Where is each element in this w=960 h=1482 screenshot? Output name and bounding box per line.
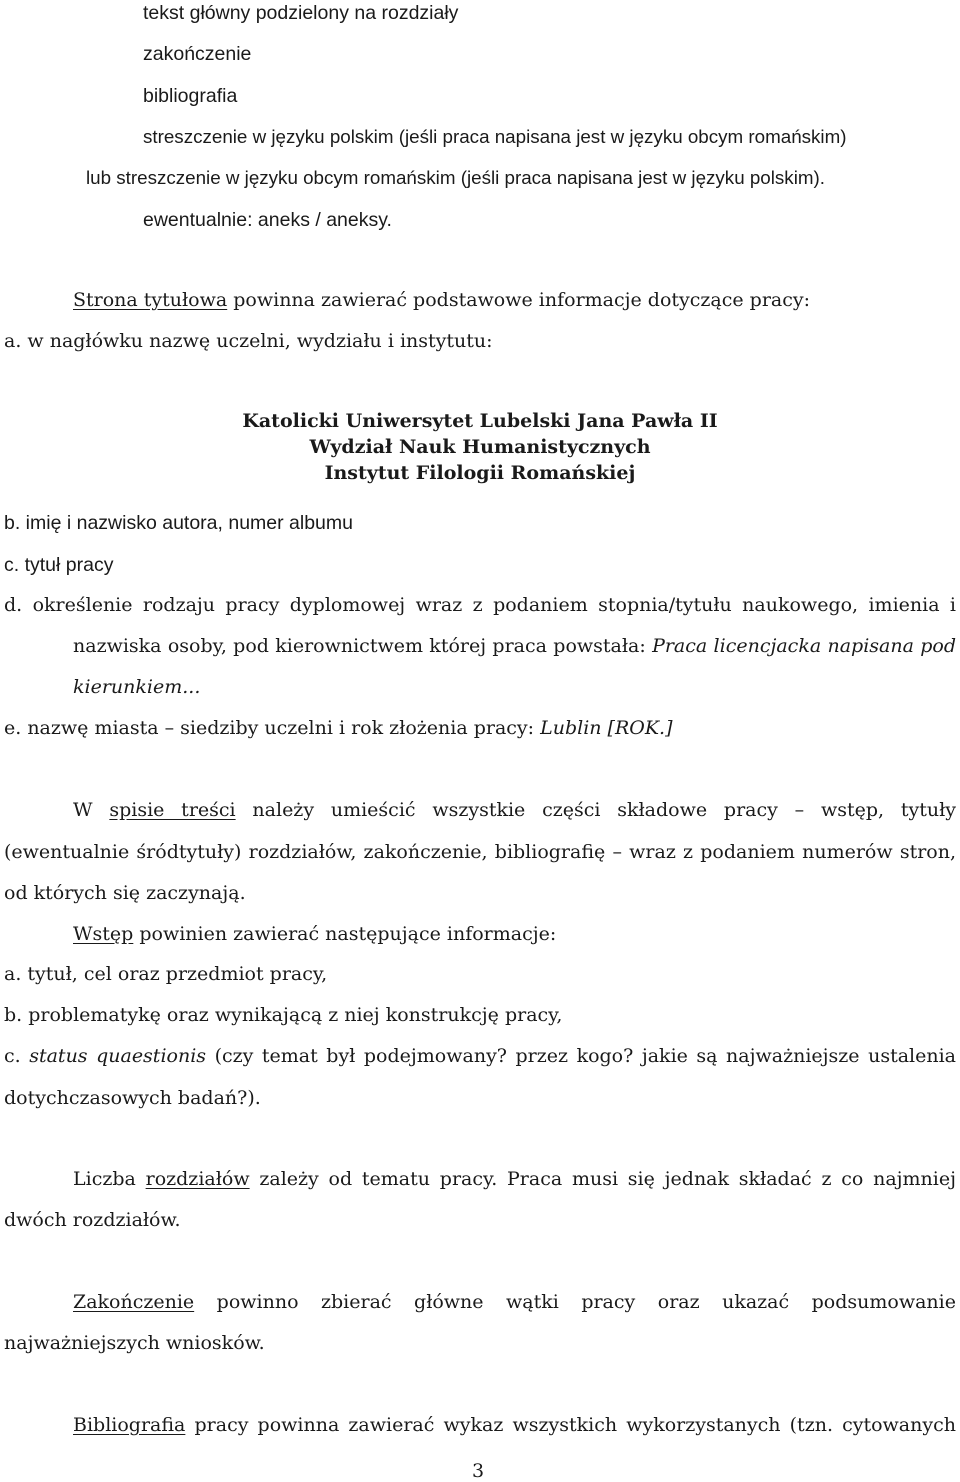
list-item: tekst główny podzielony na rozdziały bbox=[143, 2, 459, 24]
list-item-continued: dotychczasowych badań?). bbox=[4, 1087, 261, 1109]
list-item-continued: kierunkiem... bbox=[73, 676, 201, 698]
bibliography-paragraph-line: Bibliografia pracy powinna zawierać wykaz wszystkich wykorzystanych (tzn. cytowanych bbox=[73, 1414, 956, 1436]
list-item: bibliografia bbox=[143, 85, 238, 107]
list-item: b. imię i nazwisko autora, numer albumu bbox=[4, 512, 353, 534]
list-item: a. tytuł, cel oraz przedmiot pracy, bbox=[4, 963, 328, 985]
list-item: b. problematykę oraz wynikającą z niej konstrukcję pracy, bbox=[4, 1004, 563, 1026]
list-item: ewentualnie: aneks / aneksy. bbox=[143, 209, 392, 231]
list-item: c. tytuł pracy bbox=[4, 554, 114, 576]
list-item: e. nazwę miasta – siedziby uczelni i rok złożenia pracy: Lublin [ROK.] bbox=[4, 717, 673, 739]
list-item: zakończenie bbox=[143, 43, 252, 65]
section-term: Bibliografia bbox=[73, 1414, 186, 1436]
title-page-lead bbox=[73, 290, 810, 312]
chapters-paragraph-line: dwóch rozdziałów. bbox=[4, 1209, 181, 1231]
section-term: Strona tytułowa bbox=[73, 289, 228, 311]
conclusion-paragraph-line: Zakończenie powinno zbierać główne wątki pracy oraz ukazać podsumowanie bbox=[73, 1291, 956, 1313]
toc-paragraph-line: W spisie treści należy umieścić wszystkie części składowe pracy – wstęp, tytuły bbox=[73, 799, 956, 821]
header-institute: Instytut Filologii Romańskiej bbox=[324, 462, 636, 484]
section-term: rozdziałów bbox=[145, 1168, 250, 1190]
toc-paragraph-line: (ewentualnie śródtytuły) rozdziałów, zakończenie, bibliografię – wraz z podaniem numerów stron, bbox=[4, 841, 956, 863]
page-number: 3 bbox=[472, 1460, 485, 1482]
header-university: Katolicki Uniwersytet Lubelski Jana Pawła II bbox=[242, 410, 718, 432]
list-item: d. określenie rodzaju pracy dyplomowej wraz z podaniem stopnia/tytułu naukowego, imienia i bbox=[4, 594, 956, 616]
header-faculty: Wydział Nauk Humanistycznych bbox=[309, 436, 651, 458]
list-item-continued: nazwiska osoby, pod kierownictwem której praca powstała: Praca licencjacka napisana pod bbox=[73, 635, 956, 657]
section-term: spisie treści bbox=[109, 799, 236, 821]
list-item: a. w nagłówku nazwę uczelni, wydziału i instytutu: bbox=[4, 330, 493, 352]
conclusion-paragraph-line: najważniejszych wniosków. bbox=[4, 1332, 265, 1354]
section-term: Zakończenie bbox=[73, 1291, 195, 1313]
intro-lead: Wstęp powinien zawierać następujące informacje: bbox=[73, 923, 557, 945]
chapters-paragraph-line: Liczba rozdziałów zależy od tematu pracy. Praca musi się jednak składać z co najmniej bbox=[73, 1168, 957, 1190]
list-item: c. status quaestionis (czy temat był podejmowany? przez kogo? jakie są najważniejsze ustalenia bbox=[4, 1045, 956, 1067]
toc-paragraph-line: od których się zaczynają. bbox=[4, 882, 246, 904]
section-term: Wstęp bbox=[73, 923, 134, 945]
list-item: streszczenie w języku polskim (jeśli praca napisana jest w języku obcym romańskim) bbox=[143, 126, 847, 147]
list-item: lub streszczenie w języku obcym romańskim (jeśli praca napisana jest w języku polskim). bbox=[86, 167, 825, 188]
lead-text: powinna zawierać podstawowe informacje dotyczące pracy: bbox=[227, 289, 811, 311]
